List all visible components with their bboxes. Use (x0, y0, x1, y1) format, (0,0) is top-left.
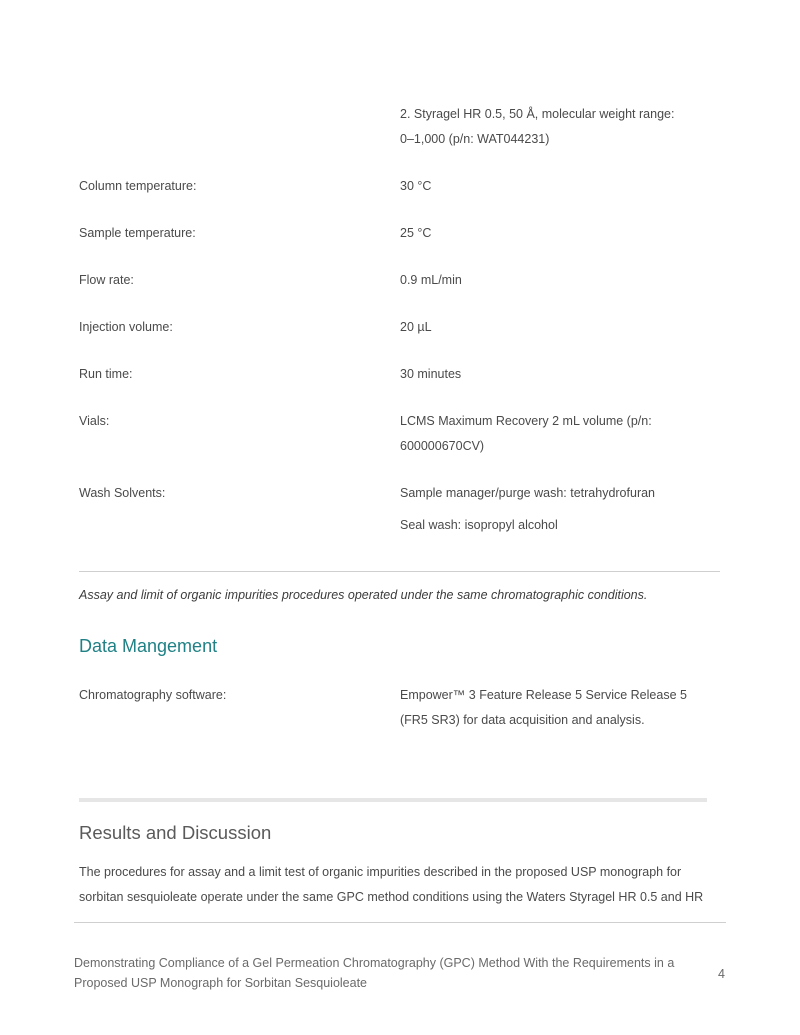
results-paragraph-line2: sorbitan sesquioleate operate under the same GPC method conditions using the Waters Styragel HR 0.5 and HR (79, 890, 704, 904)
column-continuation-line1: 2. Styragel HR 0.5, 50 Å, molecular weight range: (400, 107, 675, 121)
flow-rate-label: Flow rate: (79, 273, 134, 287)
table-divider (79, 571, 720, 572)
vials-value (400, 409, 730, 459)
chromatography-software-label: Chromatography software: (79, 688, 227, 702)
chromatography-software-value-line1: Empower™ 3 Feature Release 5 Service Release 5 (400, 688, 687, 702)
sample-temperature-label: Sample temperature: (79, 226, 196, 240)
wash-solvents-label: Wash Solvents: (79, 486, 166, 500)
column-temperature-value: 30 °C (400, 179, 432, 193)
footer-title-line2: Proposed USP Monograph for Sorbitan Sesquioleate (74, 976, 368, 990)
column-continuation-line2: 0–1,000 (p/n: WAT044231) (400, 132, 550, 146)
sample-temperature-value: 25 °C (400, 226, 432, 240)
page-number: 4 (718, 967, 725, 981)
chromatography-software-value (400, 683, 730, 733)
conditions-note: Assay and limit of organic impurities procedures operated under the same chromatographic conditions. (79, 588, 648, 602)
run-time-value: 30 minutes (400, 367, 462, 381)
injection-volume-label: Injection volume: (79, 320, 173, 334)
run-time-label: Run time: (79, 367, 133, 381)
wash-solvents-value-line2: Seal wash: isopropyl alcohol (400, 518, 558, 532)
footer-title-line1: Demonstrating Compliance of a Gel Permeation Chromatography (GPC) Method With the Requirements in a (74, 956, 675, 970)
chromatography-software-value-line2: (FR5 SR3) for data acquisition and analysis. (400, 713, 645, 727)
vials-value-line1: LCMS Maximum Recovery 2 mL volume (p/n: (400, 414, 652, 428)
vials-label: Vials: (79, 414, 110, 428)
data-management-heading: Data Mangement (79, 636, 218, 656)
section-divider (79, 798, 707, 802)
column-temperature-label: Column temperature: (79, 179, 197, 193)
results-paragraph-line1: The procedures for assay and a limit test of organic impurities described in the proposed USP monograph for (79, 865, 682, 879)
results-heading: Results and Discussion (79, 822, 272, 843)
results-paragraph (79, 860, 729, 910)
vials-value-line2: 600000670CV) (400, 439, 485, 453)
footer-divider (74, 922, 726, 923)
column-continuation (400, 102, 730, 152)
wash-solvents-value-line1: Sample manager/purge wash: tetrahydrofuran (400, 486, 656, 500)
flow-rate-value: 0.9 mL/min (400, 273, 462, 287)
injection-volume-value: 20 µL (400, 320, 432, 334)
footer-title (74, 953, 714, 993)
